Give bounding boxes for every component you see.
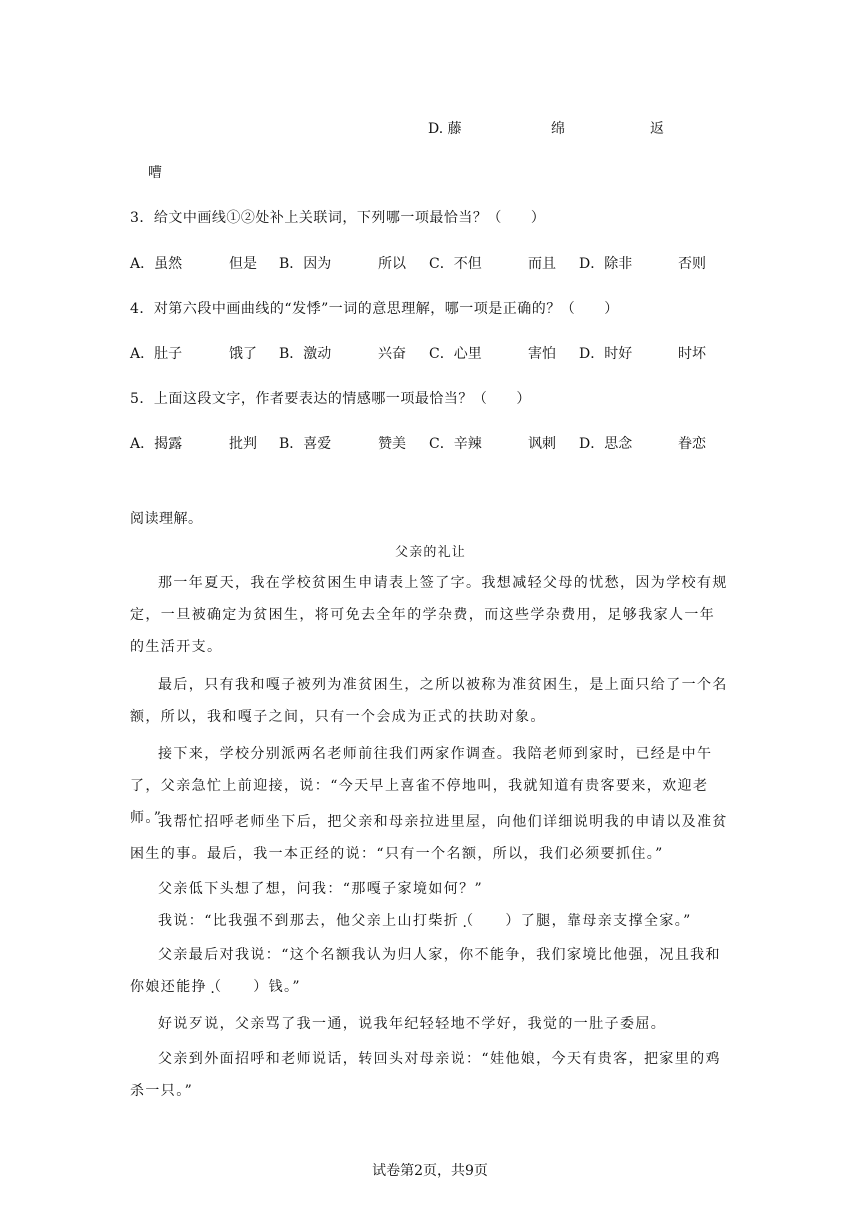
option-word: 嘈 [148,165,162,181]
passage-paragraph-9: 父亲到外面招呼和老师说话，转回头对母亲说：“娃他娘，今天有贵客，把家里的鸡杀一只。” [130,1051,721,1099]
option-b[interactable]: B．喜爱 [279,436,332,452]
option-a[interactable]: A．揭露 [130,436,183,452]
option-d-partial [428,118,462,138]
question-3-stem: 3．给文中画线①②处补上关联词，下列哪一项最恰当？（ ） [130,210,546,226]
option-c-second: 害怕 [528,346,556,362]
emphasized-char: 折 [443,913,460,929]
paragraph-text: 我说：“比我强不到那去，他父亲上山打柴 [158,913,444,929]
passage-paragraph-3: 接下来，学校分别派两名老师前往我们两家作调查。我陪老师到家时，已经是中午了，父亲急忙上前迎接，说：“今天早上喜雀不停地叫，我就知道有贵客要来，欢迎老师。” [130,746,713,826]
option-d[interactable]: D．时好 [579,346,633,362]
passage-paragraph-4: 我帮忙招呼老师坐下后，把父亲和母亲拉进里屋，向他们详细说明我的申请以及准贫困生的事。最后，我一本正经的说：“只有一个名额，所以，我们必须要抓住。” [130,814,728,862]
option-c-second: 讽刺 [528,436,556,452]
option-b-second: 兴奋 [378,346,406,362]
paragraph-text: （ ）了腿，靠母亲支撑全家。” [459,913,692,929]
option-a[interactable]: A．虽然 [130,256,183,272]
option-b[interactable]: B．激动 [279,346,332,362]
option-d[interactable]: D．除非 [579,256,633,272]
paragraph-text: 父亲最后对我说：“这个名额我认为归人家，你不能争，我们家境比他强，况且我和你娘还能 [130,947,721,995]
option-a-second: 饿了 [229,346,257,362]
option-c[interactable]: C．辛辣 [429,436,482,452]
option-d-second: 眷恋 [678,436,706,452]
option-b-second: 所以 [378,256,406,272]
passage-paragraph-2: 最后，只有我和嘎子被列为准贫困生，之所以被称为准贫困生，是上面只给了一个名额，所以，我和嘎子之间，只有一个会成为正式的扶助对象。 [130,677,728,725]
option-c[interactable]: C．不但 [429,256,482,272]
passage-paragraph-5: 父亲低下头想了想，问我：“那嘎子家境如何？” [158,881,484,897]
page-footer: 试卷第2页，共9页 [372,1163,488,1179]
section-heading: 阅读理解。 [130,511,203,527]
option-d-second: 否则 [678,256,706,272]
option-word: 返 [650,121,664,137]
paragraph-text: （ ）钱。” [207,979,301,995]
passage-paragraph-6 [130,905,730,937]
option-a-second: 但是 [229,256,257,272]
question-5-stem: 5．上面这段文字，作者要表达的情感哪一项最恰当？（ ） [130,391,531,407]
option-a-second: 批判 [229,436,257,452]
option-label: D. 藤 [428,121,462,137]
emphasized-char: 挣 [191,979,208,995]
passage-paragraph-1: 那一年夏天，我在学校贫困生申请表上签了字。我想减轻父母的忧愁，因为学校有规定，一旦被确定为贫困生，将可免去全年的学杂费，而这些学杂费用，足够我家人一年的生活开支。 [130,575,728,655]
option-word: 绵 [551,121,565,137]
option-c[interactable]: C．心里 [429,346,482,362]
option-b[interactable]: B．因为 [279,256,332,272]
option-d[interactable]: D．思念 [579,436,633,452]
passage-paragraph-8: 好说歹说，父亲骂了我一通，说我年纪轻轻地不学好，我觉的一肚子委屈。 [158,1016,667,1032]
passage-title: 父亲的礼让 [395,545,467,560]
question-4-stem: 4．对第六段中画曲线的“发悸”一词的意思理解，哪一项是正确的？（ ） [130,301,619,317]
option-b-second: 赞美 [378,436,406,452]
option-a[interactable]: A．肚子 [130,346,183,362]
passage-paragraph-7 [130,939,730,1003]
option-d-second: 时坏 [678,346,706,362]
option-c-second: 而且 [528,256,556,272]
